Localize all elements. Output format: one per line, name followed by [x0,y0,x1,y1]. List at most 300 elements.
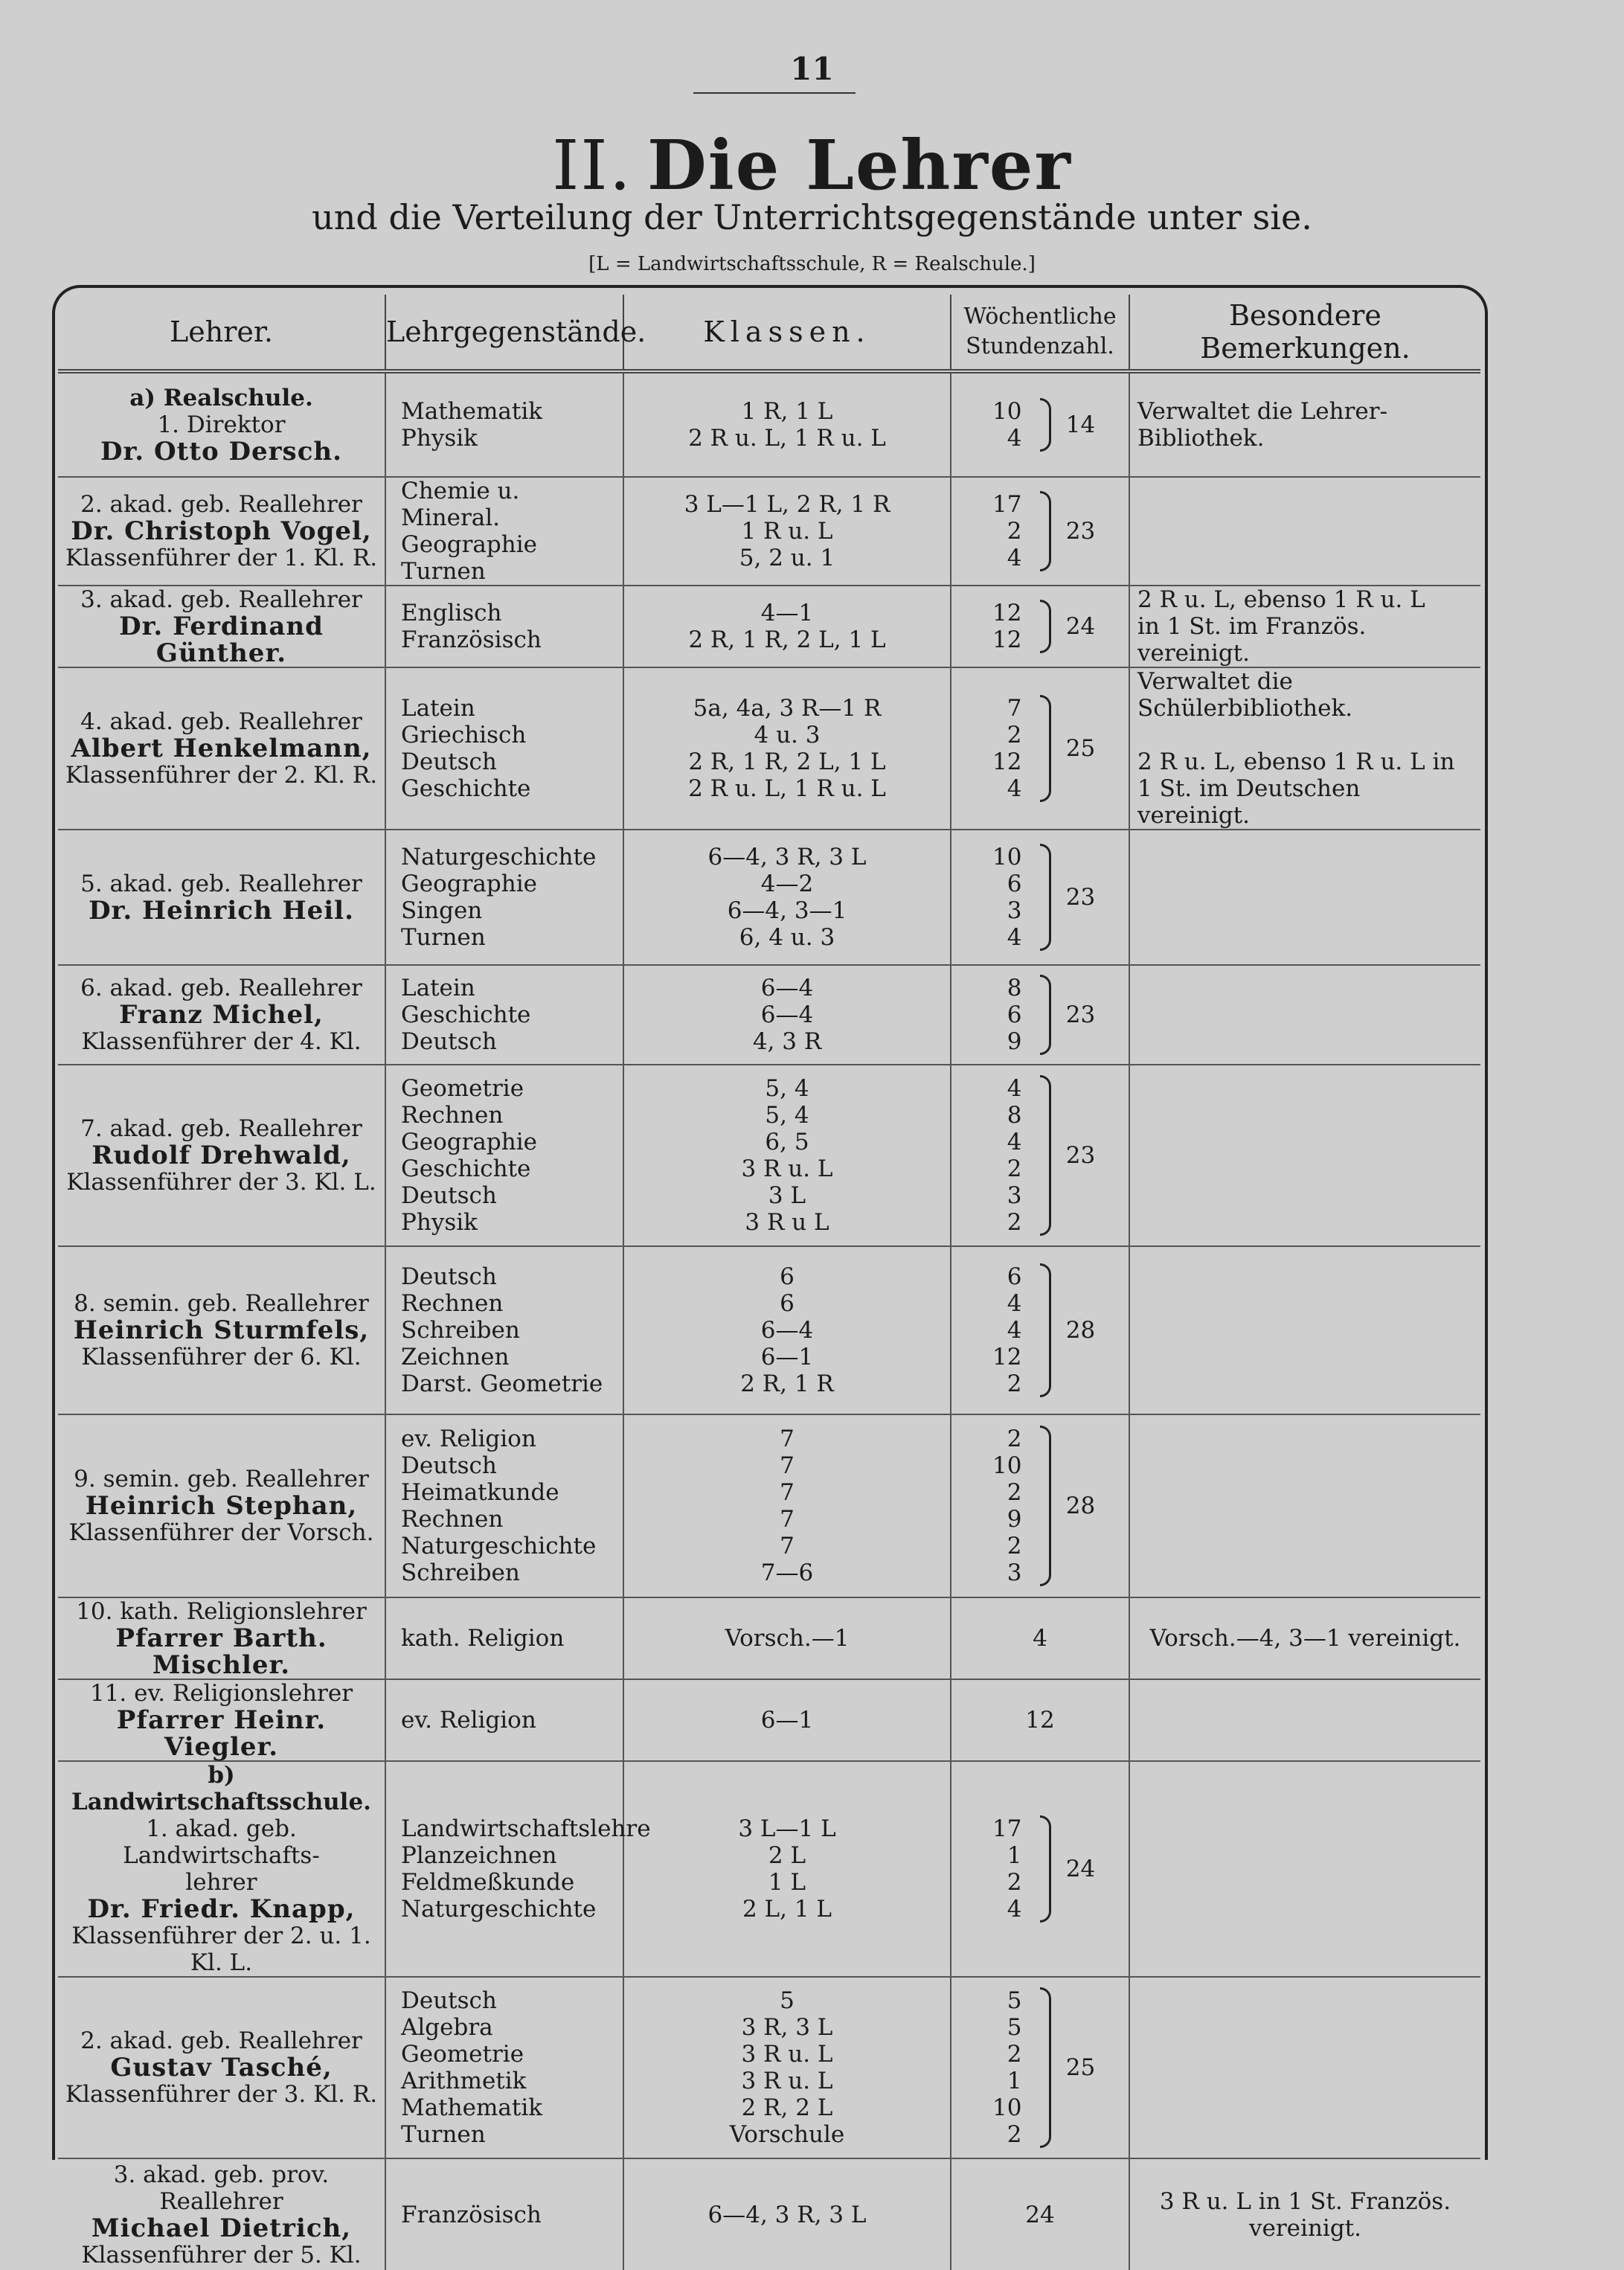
subject-item: Deutsch [401,1182,497,1209]
hours-total: 25 [1065,735,1096,762]
class-item: 2 R, 2 L [741,2094,833,2121]
hours-item: 5 [1007,2014,1022,2041]
brace [1040,398,1051,452]
class-item: 7 [780,1479,795,1506]
page-subtitle: und die Verteilung der Unterrichtsgegenstände unter sie. [312,197,1312,237]
subjects-cell [385,477,623,586]
table-row [58,965,1480,1065]
remarks-cell [1129,965,1480,1065]
class-item: 7 [780,1533,795,1559]
teacher-role: Klassenführer der 3. Kl. L. [66,1169,376,1196]
subject-item: Physik [401,1209,478,1236]
class-item: 6—4 [760,1317,814,1344]
hours-list [1003,1707,1077,1734]
class-item: 3 L [768,1182,806,1209]
class-item: 6—4, 3 R, 3 L [707,2201,867,2228]
hours-list [970,491,1022,571]
hours-item: 4 [1007,1075,1022,1102]
remark-line: 1 St. im Deutschen vereinigt. [1137,775,1361,829]
table-row [58,586,1480,667]
remarks-cell [1129,667,1480,830]
subject-item: Naturgeschichte [401,844,597,871]
teacher-name: Rudolf Drehwald, [92,1141,351,1170]
teacher-cell [58,1679,385,1761]
subject-item: Geschichte [401,1001,531,1028]
header-teacher: Lehrer. [58,295,385,371]
teacher-position: 8. semin. geb. Reallehrer [74,1290,369,1317]
subjects-cell [385,1065,623,1246]
brace [1040,1426,1051,1586]
subject-item: Darst. Geometrie [401,1370,603,1397]
header-classes: Klassen. [623,295,951,371]
hours-item: 4 [1007,1317,1022,1344]
hours-list [970,1075,1022,1236]
teacher-position: 2. akad. geb. Reallehrer [80,2027,362,2054]
subjects-cell [385,371,623,477]
subject-item: Rechnen [401,1290,504,1317]
subject-item: Arithmetik [401,2068,527,2094]
hours-total: 28 [1065,1493,1096,1519]
hours-group [951,1426,1129,1586]
subject-item: Geschichte [401,775,531,802]
remark-line: 3 R u. L in 1 St. Französ. vereinigt. [1159,2187,1451,2242]
subject-item: Schreiben [401,1559,520,1586]
class-item: 5 [780,1987,795,2014]
hours-item: 12 [992,626,1022,653]
class-item: 5, 4 [765,1102,809,1129]
teacher-position: 9. semin. geb. Reallehrer [74,1466,369,1493]
subject-item: Rechnen [401,1506,504,1533]
hours-item: 12 [1025,1707,1055,1734]
table-row [58,1246,1480,1414]
subject-item: Feldmeßkunde [401,1869,575,1896]
teacher-role: Klassenführer der 6. Kl. [81,1344,362,1370]
hours-group [951,491,1129,571]
teacher-position: 11. ev. Religionslehrer [89,1680,353,1707]
classes-cell [623,1597,951,1679]
subjects-cell [385,586,623,667]
teacher-position: 3. akad. geb. prov. Reallehrer [113,2161,330,2215]
teacher-cell [58,477,385,586]
hours-item: 10 [992,2094,1022,2121]
subject-item: Deutsch [401,1452,497,1479]
remark-line [1137,722,1473,748]
class-item: 6 [780,1290,795,1317]
hours-group [951,1707,1129,1734]
table-row [58,1761,1480,1977]
teacher-name: Dr. Otto Dersch. [100,437,342,466]
remarks-cell [1129,1597,1480,1679]
subject-item: Geographie [401,871,537,897]
page-title [0,125,1624,205]
table-header-row [58,295,1480,371]
hours-item: 5 [1007,1987,1022,2014]
brace [1040,600,1051,653]
section-heading: a) Realschule. [129,385,313,411]
hours-list [970,844,1022,951]
hours-list [1003,2202,1077,2228]
remarks-cell [1129,371,1480,477]
hours-item: 2 [1007,1209,1022,1236]
class-item: 6—1 [760,1707,814,1734]
classes-cell [623,2158,951,2270]
table-row [58,1414,1480,1597]
remarks-cell [1129,1761,1480,1977]
subject-item: Mathematik [401,398,543,425]
subject-item: Geometrie [401,1075,524,1102]
brace [1040,491,1051,571]
class-item: 3 R, 3 L [741,2014,833,2041]
class-item: 6—4 [760,975,814,1001]
hours-group [951,695,1129,802]
teacher-cell [58,1977,385,2158]
hours-cell [951,1065,1129,1246]
hours-list [970,1987,1022,2148]
hours-cell [951,830,1129,965]
teacher-position: 1. akad. geb. Landwirtschafts- [123,1815,320,1869]
subject-item: Deutsch [401,1987,497,2014]
hours-list [970,600,1022,653]
hours-group [951,600,1129,653]
hours-cell [951,1679,1129,1761]
remark-line: 2 R u. L, ebenso 1 R u. L [1137,586,1425,613]
teacher-role: Klassenführer der Vorsch. [68,1519,374,1546]
teacher-name: Albert Henkelmann, [71,734,372,763]
hours-item: 4 [1007,775,1022,802]
subject-item: Zeichnen [401,1344,510,1370]
title-text: Die Lehrer [647,125,1072,205]
hours-total: 23 [1065,1142,1096,1169]
class-item: 2 R, 1 R, 2 L, 1 L [688,748,886,775]
subject-item: Deutsch [401,1263,497,1290]
class-item: 6—4, 3 R, 3 L [707,844,867,871]
subject-item: Physik [401,425,478,452]
remark-line: Verwaltet die Lehrer-Bibliothek. [1137,398,1388,452]
remark-line: Verwaltet die Schülerbibliothek. [1137,668,1353,722]
class-item: 7 [780,1506,795,1533]
subject-item: Deutsch [401,1028,497,1055]
hours-cell [951,1977,1129,2158]
remarks-cell [1129,1065,1480,1246]
class-item: 6, 4 u. 3 [739,924,835,951]
subjects-cell [385,1761,651,1977]
hours-cell [951,2158,1129,2270]
class-item: 7 [780,1452,795,1479]
title-number: II. [552,126,633,205]
classes-cell [623,1679,951,1761]
teacher-position: 4. akad. geb. Reallehrer [80,708,362,735]
class-item: 3 R u. L [741,2041,833,2068]
teacher-name: Pfarrer Heinr. Viegler. [116,1705,327,1762]
subjects-cell [385,1597,623,1679]
teacher-cell [58,1597,385,1679]
table-row [58,1977,1480,2158]
hours-group [951,1075,1129,1236]
hours-cell [951,667,1129,830]
hours-group [951,1815,1129,1923]
teacher-position: 6. akad. geb. Reallehrer [80,975,362,1001]
class-item: 7 [780,1426,795,1452]
hours-item: 2 [1007,1426,1022,1452]
subject-item: Turnen [401,2121,486,2148]
header-hours-line2: Stundenzahl. [966,333,1114,359]
hours-cell [951,1414,1129,1597]
class-item: 3 L—1 L, 2 R, 1 R [684,491,890,518]
teacher-name: Pfarrer Barth. Mischler. [115,1623,327,1680]
classes-cell [623,1977,951,2158]
hours-list [970,975,1022,1055]
subject-item: Chemie u. Mineral. [401,478,520,531]
subject-item: Griechisch [401,722,527,748]
hours-item: 24 [1025,2201,1055,2228]
class-item: 3 L—1 L [738,1815,836,1842]
header-subjects: Lehrgegenstände. [385,295,623,371]
subjects-cell [385,1414,623,1597]
subject-item: Singen [401,897,483,924]
teacher-position: lehrer [185,1869,257,1896]
subject-item: Algebra [401,2014,493,2041]
classes-cell [623,1414,951,1597]
teacher-cell [58,371,385,477]
teacher-role: Klassenführer der 1. Kl. R. [65,545,378,571]
hours-group [951,975,1129,1055]
hours-item: 2 [1007,2041,1022,2068]
teacher-cell [58,1065,385,1246]
subject-item: Mathematik [401,2094,543,2121]
classes-cell [623,371,951,477]
class-item: 1 L [768,1869,806,1896]
brace [1040,695,1051,802]
hours-item: 2 [1007,722,1022,748]
teacher-cell [58,1414,385,1597]
subject-item: Französisch [401,2201,542,2228]
subject-item: Englisch [401,600,502,626]
teacher-name: Gustav Tasché, [110,2053,333,2083]
teacher-role: Klassenführer der 2. Kl. R. [65,762,378,789]
subject-item: Naturgeschichte [401,1533,597,1559]
hours-item: 4 [1007,1129,1022,1155]
subject-item: Geographie [401,531,537,558]
remark-line: 2 R u. L, ebenso 1 R u. L in [1137,748,1455,775]
remarks-cell [1129,477,1480,586]
class-item: Vorschule [729,2121,845,2148]
teacher-name: Dr. Christoph Vogel, [71,516,372,546]
teacher-table [58,295,1480,2270]
subject-item: Latein [401,695,475,722]
hours-total: 24 [1065,613,1096,640]
hours-list [1003,1625,1077,1652]
hours-item: 2 [1007,518,1022,545]
subject-item: Geschichte [401,1155,531,1182]
class-item: 4—1 [760,600,814,626]
class-item: 2 R u. L, 1 R u. L [688,425,886,452]
hours-total: 24 [1065,1856,1096,1882]
hours-cell [951,371,1129,477]
class-item: 7—6 [760,1559,814,1586]
teacher-cell [58,667,385,830]
class-item: 6—4 [760,1001,814,1028]
remarks-cell [1129,1414,1480,1597]
remarks-cell [1129,2158,1480,2270]
hours-total: 23 [1065,1001,1096,1028]
teacher-position: 3. akad. geb. Reallehrer [80,586,362,613]
hours-item: 4 [1033,1625,1047,1652]
hours-item: 4 [1007,924,1022,951]
hours-item: 4 [1007,1896,1022,1923]
hours-item: 3 [1007,1182,1022,1209]
remarks-cell [1129,1246,1480,1414]
classes-cell [623,830,951,965]
brace [1040,1987,1051,2148]
class-item: 6—4, 3—1 [727,897,847,924]
classes-cell [623,586,951,667]
hours-item: 2 [1007,1155,1022,1182]
table-row [58,1597,1480,1679]
hours-group [951,1625,1129,1652]
table-row [58,1679,1480,1761]
hours-item: 8 [1007,1102,1022,1129]
table-row [58,371,1480,477]
subject-item: ev. Religion [401,1707,536,1734]
remark-line: in 1 St. im Französ. vereinigt. [1137,613,1367,667]
teacher-cell [58,2158,385,2270]
hours-total: 28 [1065,1317,1096,1344]
hours-list [970,695,1022,802]
subject-item: Geometrie [401,2041,524,2068]
class-item: 1 R u. L [741,518,833,545]
hours-cell [951,1597,1129,1679]
classes-cell [623,477,951,586]
hours-item: 1 [1007,1842,1022,1869]
hours-item: 6 [1007,871,1022,897]
teacher-cell [58,586,385,667]
teacher-cell [58,1761,385,1977]
hours-item: 4 [1007,425,1022,452]
hours-item: 2 [1007,1869,1022,1896]
subject-item: kath. Religion [401,1625,565,1652]
table-row [58,830,1480,965]
hours-cell [951,477,1129,586]
hours-item: 2 [1007,1479,1022,1506]
hours-item: 9 [1007,1028,1022,1055]
subjects-cell [385,1679,623,1761]
class-item: 2 R, 1 R, 2 L, 1 L [688,626,886,653]
hours-group [951,1987,1129,2148]
subject-item: Turnen [401,924,486,951]
brace [1040,1263,1051,1397]
subject-item: Rechnen [401,1102,504,1129]
remarks-cell [1129,1679,1480,1761]
class-item: 6, 5 [765,1129,809,1155]
hours-cell [951,1761,1129,1977]
class-item: 4 u. 3 [754,722,821,748]
class-item: 2 R, 1 R [740,1370,834,1397]
brace [1040,1075,1051,1236]
table-row [58,667,1480,830]
class-item: 1 R, 1 L [741,398,833,425]
class-item: 2 R u. L, 1 R u. L [688,775,886,802]
teacher-role: Klassenführer der 4. Kl. [81,1028,362,1055]
teacher-name: Dr. Heinrich Heil. [89,896,354,926]
hours-item: 7 [1007,695,1022,722]
hours-item: 10 [992,398,1022,425]
remarks-cell [1129,1977,1480,2158]
table-row [58,477,1480,586]
hours-item: 3 [1007,897,1022,924]
teacher-cell [58,830,385,965]
class-item: 2 L [768,1842,806,1869]
brace [1040,844,1051,951]
teacher-position: 7. akad. geb. Reallehrer [80,1115,362,1142]
page-number: 11 [790,51,834,87]
hours-total: 23 [1065,884,1096,911]
hours-item: 2 [1007,1370,1022,1397]
class-item: 3 R u L [745,1209,829,1236]
subjects-cell [385,667,623,830]
header-remarks: Besondere Bemerkungen. [1129,295,1480,371]
classes-cell [623,1065,951,1246]
hours-item: 12 [992,600,1022,626]
hours-item: 6 [1007,1001,1022,1028]
remark-line: Vorsch.—4, 3—1 vereinigt. [1149,1625,1461,1652]
hours-item: 3 [1007,1559,1022,1586]
class-item: 2 L, 1 L [742,1896,832,1923]
class-item: 5a, 4a, 3 R—1 R [693,695,882,722]
hours-total: 14 [1065,411,1096,438]
remarks-cell [1129,830,1480,965]
hours-item: 17 [992,1815,1022,1842]
hours-group [951,1263,1129,1397]
subject-item: Latein [401,975,475,1001]
teacher-name: Michael Dietrich, [91,2213,352,2243]
subject-item: Heimatkunde [401,1479,559,1506]
subjects-cell [385,1977,623,2158]
teacher-position: 2. akad. geb. Reallehrer [80,491,362,518]
teacher-role: Klassenführer der 3. Kl. R. [65,2081,378,2108]
classes-cell [623,965,951,1065]
table-row [58,2158,1480,2270]
hours-item: 8 [1007,975,1022,1001]
section-heading: b) Landwirtschaftsschule. [71,1762,371,1815]
subject-item: Planzeichnen [401,1842,557,1869]
hours-list [970,398,1022,452]
teacher-position: 1. Direktor [157,411,286,438]
subjects-cell [385,2158,623,2270]
teacher-role: Klassenführer der 5. Kl. [81,2241,362,2269]
teacher-cell [58,965,385,1065]
hours-item: 2 [1007,2121,1022,2148]
hours-group [951,844,1129,951]
hours-list [970,1263,1022,1397]
hours-item: 17 [992,491,1022,518]
subject-item: Naturgeschichte [401,1896,597,1923]
subject-item: Turnen [401,558,486,585]
hours-cell [951,586,1129,667]
hours-item: 10 [992,844,1022,871]
class-item: Vorsch.—1 [725,1625,850,1652]
abbreviation-note: [L = Landwirtschaftsschule, R = Realschule.] [588,253,1036,275]
teacher-position: 10. kath. Religionslehrer [76,1598,367,1625]
hours-item: 1 [1007,2068,1022,2094]
subjects-cell [385,965,623,1065]
subject-item: Französisch [401,626,542,653]
table-body [58,371,1480,2270]
hours-group [951,2202,1129,2228]
hours-total: 25 [1065,2054,1096,2081]
hours-item: 4 [1007,545,1022,571]
page-number-rule [693,92,856,94]
hours-group [951,398,1129,452]
